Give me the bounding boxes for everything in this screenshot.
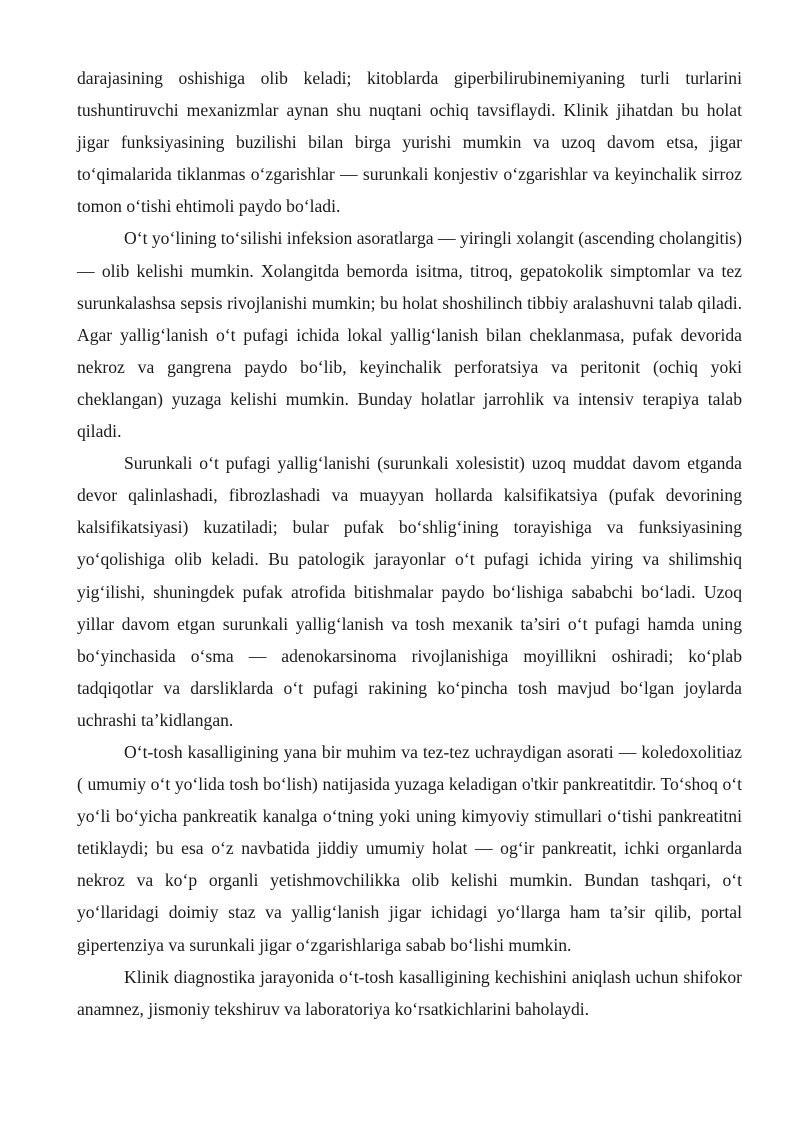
paragraph-pancreatitis: O‘t-tosh kasalligining yana bir muhim va tez-tez uchraydigan asorati — koledoxolitiaz ( umumiy o‘t yo‘lida tosh bo‘lish) natijasida yuzaga keladigan o'tkir pankreatitdir. To‘shoq o‘t yo‘li bo‘yicha pankreatik kanalga o‘tning yoki uning kimyoviy stimullari o‘tishi pankreatitni tetiklaydi; bu esa o‘z navbatida jiddiy umumiy holat — og‘ir pankreatit, ichki organlarda nekroz va ko‘p organli yetishmovchilikka olib kelishi mumkin. Bundan tashqari, o‘t yo‘llaridagi doimiy staz va yallig‘lanish jigar ichidagi yo‘llarga ham ta’sir qilib, portal gipertenziya va surunkali jigar o‘zgarishlariga sabab bo‘lishi mumkin. [77, 741, 742, 955]
paragraph-cholangitis: O‘t yo‘lining to‘silishi infeksion asoratlarga — yiringli xolangit (ascending cholangitis) — olib kelishi mumkin. Xolangitda bemorda isitma, titroq, gepatokolik simptomlar va tez surunkalashsa sepsis rivojlanishi mumkin; bu holat shoshilinch tibbiy aralashuvni talab qiladi. Agar yallig‘lanish o‘t pufagi ichida lokal yallig‘lanish bilan cheklanmasa, pufak devorida nekroz va gangrena paydo bo‘lib, keyinchalik perforatsiya va peritonit (ochiq yoki cheklangan) yuzaga kelishi mumkin. Bunday holatlar jarrohlik va intensiv terapiya talab qiladi. [77, 228, 742, 442]
paragraph-diagnostics: Klinik diagnostika jarayonida o‘t-tosh kasalligining kechishini aniqlash uchun shifokor anamnez, jismoniy tekshiruv va laboratoriya ko‘rsatkichlarini baholaydi. [77, 966, 742, 1019]
paragraph-continuation: darajasining oshishiga olib keladi; kitoblarda giperbilirubinemiyaning turli turlarini tushuntiruvchi mexanizmlar aynan shu nuqtani ochiq tavsiflaydi. Klinik jihatdan bu holat jigar funksiyasining buzilishi bilan birga yurishi mumkin va uzoq davom etsa, jigar to‘qimalarida tiklanmas o‘zgarishlar — surunkali konjestiv o‘zgarishlar va keyinchalik sirroz tomon o‘tishi ehtimoli paydo bo‘ladi. [77, 68, 742, 217]
document-page [77, 62, 742, 1025]
paragraph-chronic-cholecystitis: Surunkali o‘t pufagi yallig‘lanishi (surunkali xolesistit) uzoq muddat davom etganda devor qalinlashadi, fibrozlashadi va muayyan hollarda kalsifikatsiya (pufak devorining kalsifikatsiyasi) kuzatiladi; bular pufak bo‘shlig‘ining torayishiga va funksiyasining yo‘qolishiga olib keladi. Bu patologik jarayonlar o‘t pufagi ichida yiring va shilimshiq yig‘ilishi, shuningdek pufak atrofida bitishmalar paydo bo‘lishiga sababchi bo‘ladi. Uzoq yillar davom etgan surunkali yallig‘lanish va tosh mexanik ta’siri o‘t pufagi hamda uning bo‘yinchasida o‘sma — adenokarsinoma rivojlanishiga moyillikni oshiradi; ko‘plab tadqiqotlar va darsliklarda o‘t pufagi rakining ko‘pincha tosh mavjud bo‘lgan joylarda uchrashi ta’kidlangan. [77, 453, 742, 730]
